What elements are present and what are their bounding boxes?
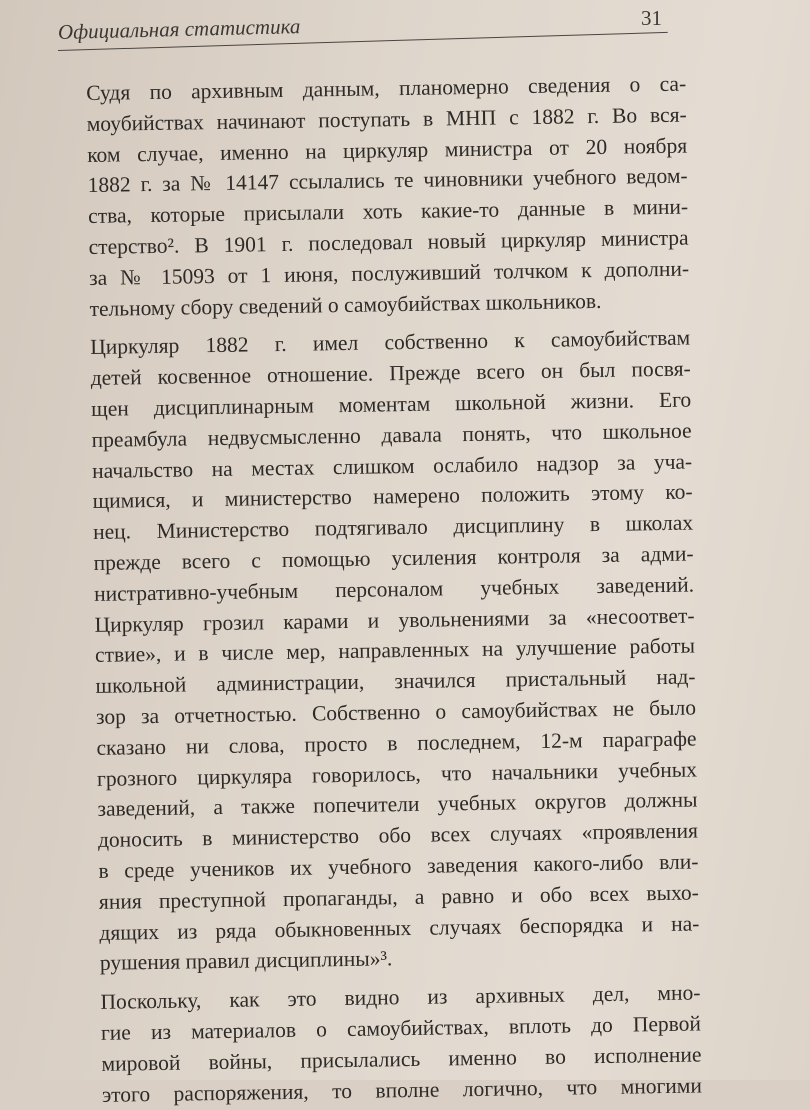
text-line: Судя по архивным данным, планомерно сведения о са-: [86, 71, 687, 105]
text-line: Поскольку, как это видно из архивных дел, мно-: [100, 980, 701, 1014]
text-line: щен дисциплинарным моментам школьной жизни. Его: [91, 387, 692, 421]
text-line: Циркуляр 1882 г. имел собственно к самоубийствам: [90, 325, 691, 360]
text-line: за № 15093 от 1 июня, послуживший толчком к дополни-: [88, 256, 690, 290]
text-line: ствие», и в числе мер, направленных на улучшение работы: [94, 633, 696, 668]
text-line: заведений, а также попечители учебных округов должны: [97, 787, 698, 822]
text-line: тельному сбору сведений о самоубийствах школьников.: [89, 288, 602, 321]
body-text: [86, 69, 702, 1110]
text-line: грозного циркуляра говорилось, что начальники учебных: [96, 757, 698, 791]
paragraph-1: [86, 69, 690, 325]
text-line: детей косвенное отношение. Прежде всего он был посвя-: [90, 356, 691, 391]
text-line: зор за отчетностью. Собственно о самоубийствах не было: [95, 695, 697, 729]
text-line: школьной администрации, значился пристальный над-: [95, 664, 696, 699]
text-line: сказано ни слова, просто в последнем, 12-м параграфе: [96, 726, 697, 760]
paragraph-2: [90, 323, 700, 979]
text-line: моубийствах начинают поступать в МНП с 1882 г. Во вся-: [86, 102, 687, 136]
text-line: нец. Министерство подтягивало дисциплину в школах: [92, 510, 694, 545]
text-line: рушения правил дисциплины»³.: [99, 946, 393, 976]
header-title: Официальная статистика: [57, 14, 301, 44]
text-line: стерство². В 1901 г. последовал новый циркуляр министра: [88, 225, 689, 259]
text-line: начальство на местах слишком ослабило надзор за уча-: [91, 449, 693, 483]
text-line: ства, которые присылали хоть какие-то данные в мини-: [87, 194, 689, 229]
text-line: нистративно-учебным персоналом учебных заведений.: [93, 572, 695, 606]
text-line: мировой войны, присылались именно во исполнение: [101, 1042, 702, 1076]
text-line: преамбула недвусмысленно давала понять, что школьное: [91, 418, 692, 452]
text-line: 1882 г. за № 14147 ссылались те чиновники учебного ведом-: [87, 163, 688, 198]
text-line: гие из материалов о самоубийствах, вплоть до Первой: [100, 1011, 702, 1045]
text-line: ком случае, именно на циркуляр министра от 20 ноября: [87, 133, 688, 167]
text-line: прежде всего с помощью усиления контроля за адми-: [93, 541, 694, 575]
text-line: яния преступной пропаганды, а равно и обо всех выхо-: [98, 880, 700, 914]
text-line: в среде учеников их учебного заведения какого-либо вли-: [98, 849, 699, 883]
text-line: щимися, и министерство намерено положить этому ко-: [92, 479, 693, 514]
text-line: доносить в министерство обо всех случаях «проявления: [97, 818, 699, 853]
text-line: Циркуляр грозил карами и увольнениями за «несоответ-: [94, 603, 695, 637]
text-line: дящих из ряда обыкновенных случаях беспорядка и на-: [99, 910, 700, 945]
text-line: этого распоряжения, то вполне логично, что многими: [101, 1072, 703, 1107]
running-head: [58, 6, 668, 52]
paragraph-3: [100, 978, 702, 1110]
page-number: 31: [641, 6, 662, 30]
